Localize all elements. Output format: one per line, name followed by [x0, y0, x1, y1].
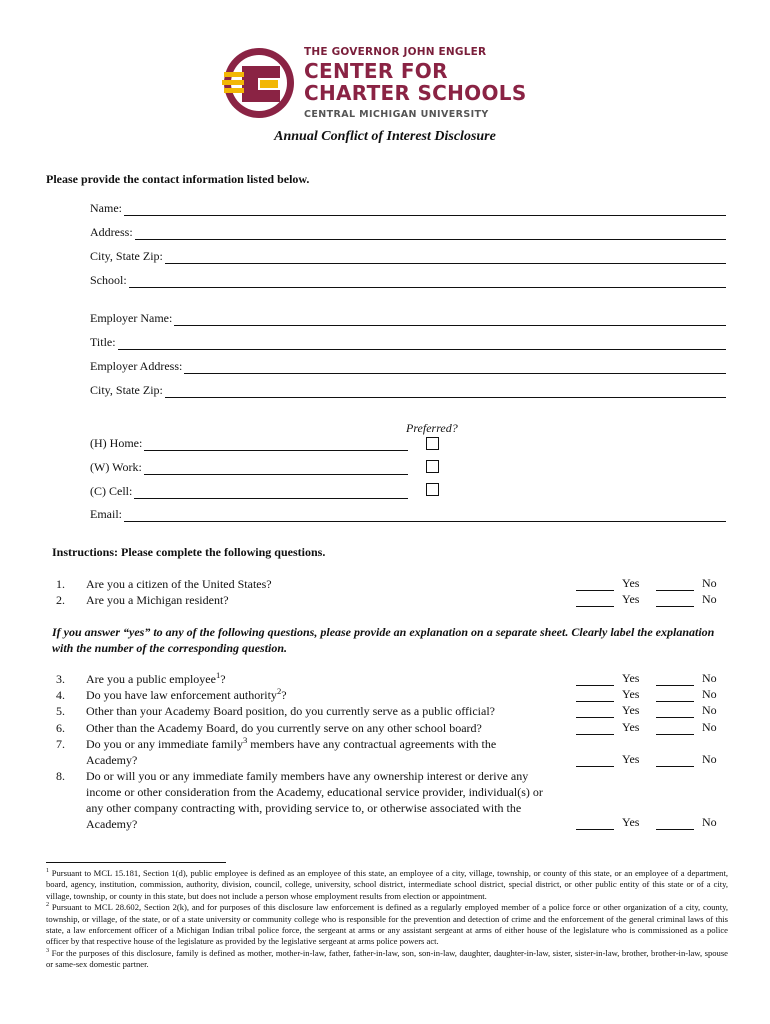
no-blank[interactable]: [656, 705, 694, 718]
no-blank[interactable]: [656, 817, 694, 830]
home-phone-label: (H) Home:: [90, 436, 143, 450]
question-number: 7.: [56, 737, 65, 751]
logo-line-2: CHARTER SCHOOLS: [304, 81, 527, 105]
name-line[interactable]: [124, 203, 726, 216]
question-number: 1.: [56, 577, 65, 591]
answer-3[interactable]: [576, 671, 717, 686]
employer-name-field[interactable]: [90, 310, 726, 326]
no-blank[interactable]: [656, 689, 694, 702]
employer-name-line[interactable]: [174, 313, 726, 326]
question-number: 8.: [56, 769, 65, 783]
question-text: Do you or any immediate family$^3$ members have any contractual agreements with the Academy?: [86, 735, 497, 767]
footnote-ref: 3: [242, 735, 248, 745]
answer-8[interactable]: [576, 815, 717, 830]
center-logo: [222, 46, 552, 122]
yes-blank[interactable]: [576, 673, 614, 686]
cell-preferred-checkbox[interactable]: [426, 483, 439, 496]
employer-city-state-zip-label: City, State Zip:: [90, 383, 163, 397]
question-number: 6.: [56, 721, 65, 735]
no-blank[interactable]: [656, 722, 694, 735]
home-phone-field[interactable]: [90, 435, 408, 451]
no-label: No: [702, 671, 717, 685]
question-number: 3.: [56, 672, 65, 686]
question-text: Other than the Academy Board, do you currently serve on any other school board?: [86, 721, 482, 735]
employer-address-line[interactable]: [184, 361, 726, 374]
cell-phone-field[interactable]: [90, 483, 408, 499]
question-text: Do you have law enforcement authority$^2$?: [86, 686, 287, 702]
email-field[interactable]: [90, 506, 726, 522]
question-number: 2.: [56, 593, 65, 607]
contact-instructions: Please provide the contact information listed below.: [46, 172, 310, 186]
questions-instructions: Instructions: Please complete the following questions.: [52, 545, 326, 559]
footnote-divider: [46, 862, 226, 863]
question-number: 5.: [56, 704, 65, 718]
footnote-ref: 1: [215, 670, 221, 680]
question-text: Other than your Academy Board position, do you currently serve as a public official?: [86, 704, 495, 718]
city-state-zip-field[interactable]: [90, 248, 726, 264]
name-label: Name:: [90, 201, 122, 215]
employer-city-state-zip-field[interactable]: [90, 382, 726, 398]
no-label: No: [702, 720, 717, 734]
home-preferred-checkbox[interactable]: [426, 437, 439, 450]
yes-label: Yes: [622, 815, 640, 829]
no-blank[interactable]: [656, 594, 694, 607]
question-text: Are you a Michigan resident?: [86, 593, 229, 607]
no-blank[interactable]: [656, 673, 694, 686]
answer-1[interactable]: [576, 576, 717, 591]
no-label: No: [702, 687, 717, 701]
explanation-note: If you answer “yes” to any of the following questions, please provide an explanation on a separate sheet. Clearly label the explanation with the number of the corresponding question.: [52, 625, 715, 655]
answer-7[interactable]: [576, 752, 717, 767]
no-label: No: [702, 752, 717, 766]
yes-label: Yes: [622, 687, 640, 701]
yes-label: Yes: [622, 752, 640, 766]
logo-subtitle: CENTRAL MICHIGAN UNIVERSITY: [304, 109, 489, 120]
email-label: Email:: [90, 507, 122, 521]
yes-label: Yes: [622, 576, 640, 590]
no-blank[interactable]: [656, 754, 694, 767]
yes-blank[interactable]: [576, 578, 614, 591]
yes-blank[interactable]: [576, 754, 614, 767]
home-phone-line[interactable]: [144, 438, 408, 451]
address-line[interactable]: [135, 227, 726, 240]
employer-address-field[interactable]: [90, 358, 726, 374]
work-phone-label: (W) Work:: [90, 460, 142, 474]
no-blank[interactable]: [656, 578, 694, 591]
yes-label: Yes: [622, 671, 640, 685]
title-line[interactable]: [118, 337, 726, 350]
yes-label: Yes: [622, 703, 640, 717]
yes-blank[interactable]: [576, 817, 614, 830]
no-label: No: [702, 815, 717, 829]
address-label: Address:: [90, 225, 133, 239]
work-phone-field[interactable]: [90, 459, 408, 475]
work-phone-line[interactable]: [144, 462, 408, 475]
answer-5[interactable]: [576, 703, 717, 718]
no-label: No: [702, 576, 717, 590]
city-state-zip-line[interactable]: [165, 251, 726, 264]
answer-2[interactable]: [576, 592, 717, 607]
yes-label: Yes: [622, 592, 640, 606]
school-field[interactable]: [90, 272, 726, 288]
cell-phone-label: (C) Cell:: [90, 484, 133, 498]
employer-name-label: Employer Name:: [90, 311, 173, 325]
cell-phone-line[interactable]: [134, 486, 408, 499]
logo-line-1: CENTER FOR: [304, 59, 448, 83]
answer-4[interactable]: [576, 687, 717, 702]
question-text: Are you a citizen of the United States?: [86, 577, 272, 591]
footnote-2: $^2$ Pursuant to MCL 28.602, Section 2(k), and for purposes of this disclosure law enforcement is defined as a regularly employed member of a police force or other organization of a city, county, township, or village, of the state, or of a state university or community college who is responsible for the prevention and detection of crime and the enforcement of the general criminal laws of this state, a law enforcement officer of a Michigan Indian tribal police force, the sergeant at arms or any assistant sergeant at arms of either house of the legislature who is commissioned as a police officer by that respective house of the legislature as provided by the legislative sergeant at arms police powers act.: [46, 901, 728, 947]
no-label: No: [702, 592, 717, 606]
preferred-header: Preferred?: [406, 421, 458, 435]
question-text: Do or will you or any immediate family members have any ownership interest or derive any income or other consideration from the Academy, educational service provider, individual(s) or any other company contracting with, providing service to, or otherwise associated with the Academy?: [86, 769, 543, 831]
question-number: 4.: [56, 688, 65, 702]
yes-blank[interactable]: [576, 594, 614, 607]
document-title: Annual Conflict of Interest Disclosure: [274, 129, 496, 144]
footnote-3: $^3$ For the purposes of this disclosure, family is defined as mother, mother-in-law, father, father-in-law, son, son-in-law, daughter, daughter-in-law, sister, sister-in-law, brother, brother-in-law, spouse or same-sex domestic partner.: [46, 946, 728, 970]
question-text: Are you a public employee$^1$?: [86, 670, 226, 686]
name-field[interactable]: [90, 200, 726, 216]
yes-label: Yes: [622, 720, 640, 734]
logo-top-line: THE GOVERNOR JOHN ENGLER: [304, 46, 487, 58]
school-line[interactable]: [129, 275, 726, 288]
answer-6[interactable]: [576, 720, 717, 735]
cmu-c-logo-icon: [222, 46, 294, 120]
title-label: Title:: [90, 335, 116, 349]
yes-blank[interactable]: [576, 689, 614, 702]
address-field[interactable]: [90, 224, 726, 240]
no-label: No: [702, 703, 717, 717]
work-preferred-checkbox[interactable]: [426, 460, 439, 473]
footnote-ref: 2: [276, 686, 282, 696]
employer-address-label: Employer Address:: [90, 359, 183, 373]
footnotes: [46, 868, 728, 971]
yes-blank[interactable]: [576, 722, 614, 735]
employer-city-state-zip-line[interactable]: [165, 385, 726, 398]
school-label: School:: [90, 273, 127, 287]
email-line[interactable]: [124, 509, 726, 522]
title-field[interactable]: [90, 334, 726, 350]
footnote-1: $^1$ Pursuant to MCL 15.181, Section 1(d), public employee is defined as an employee of this state, an employee of a city, village, township, or county of this state, or an employee of a department, board, agency, institution, commission, authority, division, council, college, university, school district, intermediate school district, special district, or other public entity of this state or of a city, village, township, or county in this state, but does not include a person whose employment results from election or appointment.: [46, 867, 728, 901]
city-state-zip-label: City, State Zip:: [90, 249, 163, 263]
yes-blank[interactable]: [576, 705, 614, 718]
